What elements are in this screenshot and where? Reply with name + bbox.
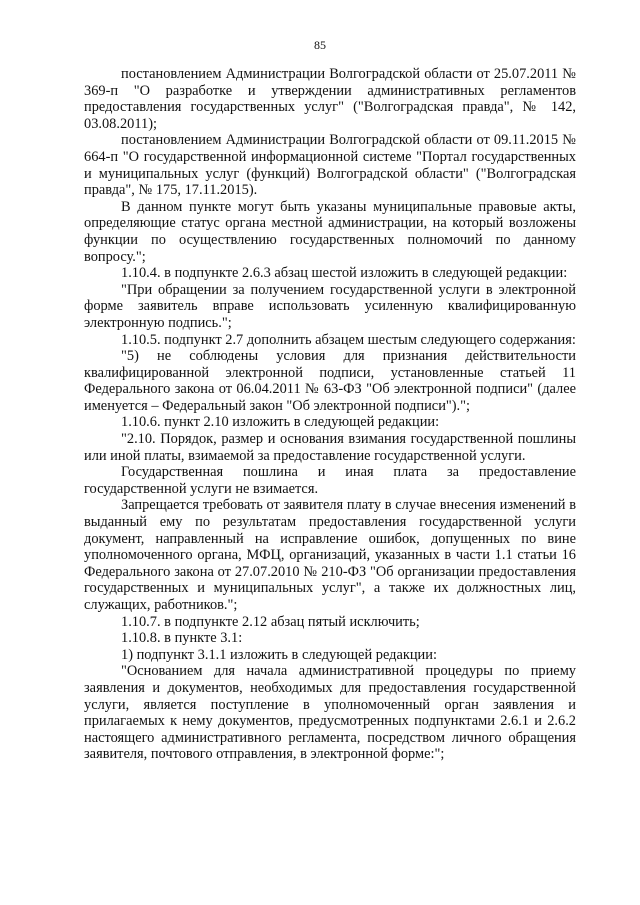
paragraph: "5) не соблюдены условия для признания действительности квалифицированной электронной подписи, установленные статьей 11 Федерального закона от 06.04.2011 № 63-ФЗ "Об электронной подписи" (далее именуется – Федеральный закон "Об электронной подписи")."; [84,348,576,414]
paragraph: Запрещается требовать от заявителя плату в случае внесения изменений в выданный ему по результатам предоставления государственной услуги документ, направленный на исправление ошибок, допущенных по вине уполномоченного органа, МФЦ, организаций, указанных в части 1.1 статьи 16 Федерального закона от 27.07.2010 № 210-ФЗ "Об организации предоставления государственных и муниципальных услуг", а также их должностных лиц, служащих, работников."; [84,497,576,613]
page-number: 85 [314,38,326,52]
document-body [84,66,576,763]
paragraph: 1.10.7. в подпункте 2.12 абзац пятый исключить; [121,613,420,630]
paragraph: 1.10.6. пункт 2.10 изложить в следующей редакции: [121,414,440,431]
paragraph: Государственная пошлина и иная плата за предоставление государственной услуги не взимается. [84,464,576,497]
paragraph: "При обращении за получением государственной услуги в электронной форме заявитель вправе использовать усиленную квалифицированную электронную подпись."; [84,281,576,331]
paragraph: В данном пункте могут быть указаны муниципальные правовые акты, определяющие статус органа местной администрации, на который возложены функции по осуществлению государственных полномочий по данному вопросу."; [84,198,576,265]
paragraph: "2.10. Порядок, размер и основания взимания государственной пошлины или иной платы, взимаемой за предоставление государственной услуги. [84,431,576,464]
paragraph: постановлением Администрации Волгоградской области от 09.11.2015 № 664-п "О государственной информационной системе "Портал государственных и муниципальных услуг (функций) Волгоградской области" ("Волгоградская правда", № 175, 17.11.2015). [84,132,576,199]
paragraph: постановлением Администрации Волгоградской области от 25.07.2011 № 369-п "О разработке и утверждении административных регламентов предоставления государственных услуг" ("Волгоградская правда", № 142, 03.08.2011); [84,66,576,132]
paragraph: 1.10.5. подпункт 2.7 дополнить абзацем шестым следующего содержания: [121,331,576,348]
paragraph: 1) подпункт 3.1.1 изложить в следующей редакции: [121,646,437,663]
paragraph: 1.10.4. в подпункте 2.6.3 абзац шестой изложить в следующей редакции: [121,265,568,282]
paragraph: "Основанием для начала административной процедуры по приему заявления и документов, необходимых для предоставления государственной услуги, является поступление в уполномоченный орган заявления и прилагаемых к нему документов, предусмотренных подпунктами 2.6.1 и 2.6.2 настоящего административного регламента, посредством личного обращения заявителя, почтового отправления, в электронной форме:"; [84,663,576,763]
paragraph: 1.10.8. в пункте 3.1: [121,630,243,647]
